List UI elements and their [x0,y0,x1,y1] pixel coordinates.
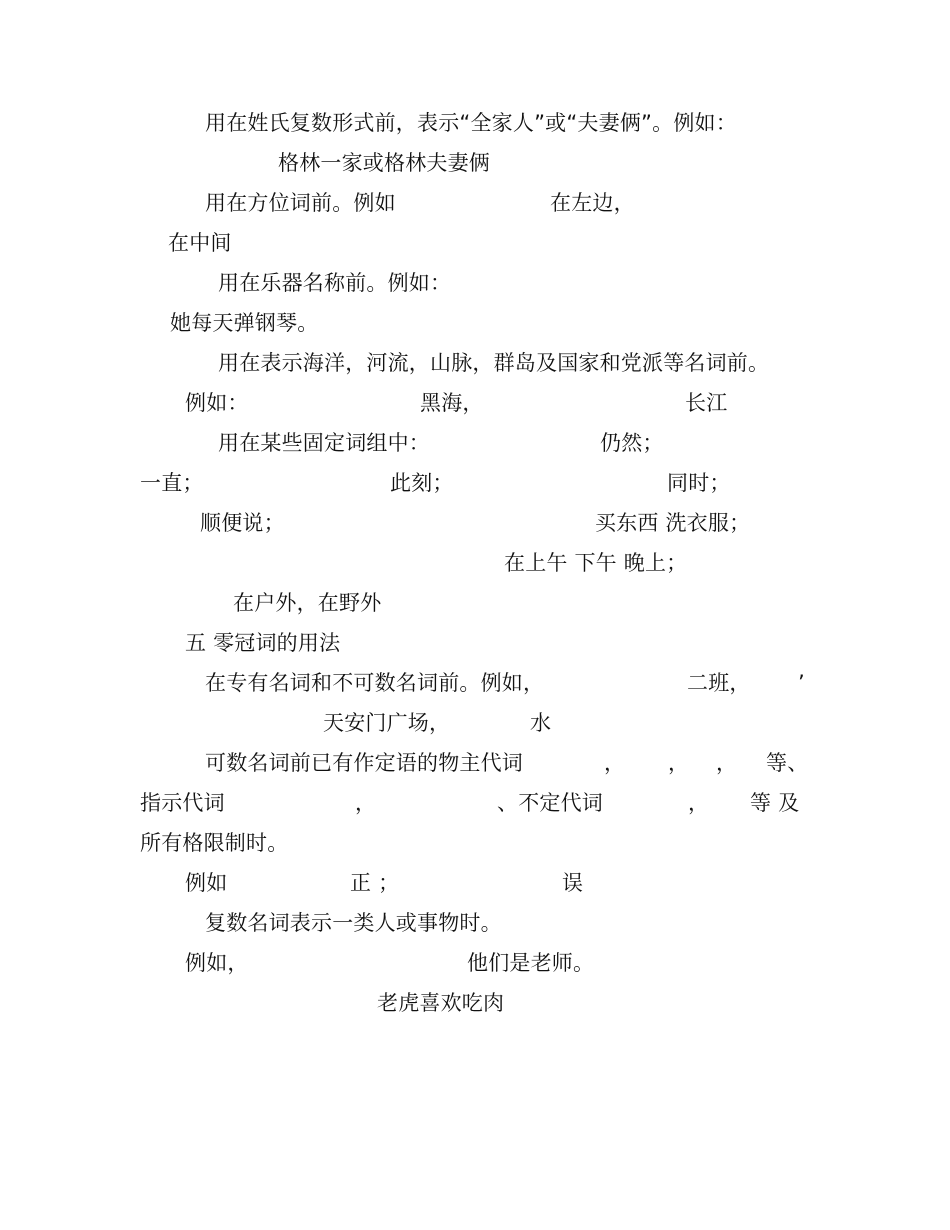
text-line-fixed-phrases: 用在某些固定词组中： [218,431,430,455]
text-line-surname-usage: 用在姓氏复数形式前，表示“全家人”或“夫妻俩”。例如： [205,111,737,135]
text-example-outdoors: 在户外，在野外 [233,591,382,615]
text-comma: ， [688,791,710,815]
text-line-example-greens: 格林一家或格林夫妻俩 [278,151,490,175]
text-example-always: 一直； [140,471,204,495]
text-line-direction-usage: 用在方位词前。例如 [205,191,396,215]
text-line-proper-nouns: 在专有名词和不可数名词前。例如， [205,671,545,695]
text-line-plural-class: 复数名词表示一类人或事物时。 [205,911,502,935]
text-example-middle: 在中间 [168,231,232,255]
text-example-times-of-day: 在上午 下午 晚上； [504,551,688,575]
text-example-shopping-washing: 买东西 洗衣服； [595,511,751,535]
text-example-label: 例如， [185,951,249,975]
text-demonstrative-pronouns: 指示代词 [140,791,225,815]
text-wrong-mark: 误 [562,871,584,895]
text-apostrophe: ’ [798,671,805,695]
text-example-same-time: 同时； [667,471,731,495]
text-example-piano: 她每天弹钢琴。 [170,311,319,335]
text-example-still: 仍然； [600,431,664,455]
text-example-water: 水 [530,711,552,735]
section-heading-zero-article: 五 零冠词的用法 [185,631,341,655]
text-example-tigers: 老虎喜欢吃肉 [377,991,505,1015]
text-line-geography-usage: 用在表示海洋，河流，山脉，群岛及国家和党派等名词前。 [218,351,770,375]
text-etc-and: 等 及 [750,791,800,815]
text-etc: 等、 [766,751,809,775]
text-example-label: 例如 [185,871,228,895]
text-comma: ， [604,751,626,775]
text-comma: ， [668,751,690,775]
text-line-instrument-usage: 用在乐器名称前。例如： [218,271,452,295]
text-example-teachers: 他们是老师。 [467,951,595,975]
text-example-this-moment: 此刻； [390,471,454,495]
text-example-left: 在左边， [550,191,635,215]
text-example-black-sea: 黑海， [420,391,484,415]
text-line-genitive-limit: 所有格限制时。 [140,831,289,855]
text-comma: ， [716,751,738,775]
text-indefinite-pronouns: 、不定代词 [497,791,603,815]
text-correct-mark: 正 ； [350,871,400,895]
text-line-possessive-pronouns: 可数名词前已有作定语的物主代词 [205,751,523,775]
text-example-by-the-way: 顺便说； [200,511,285,535]
text-comma: ， [355,791,377,815]
text-example-label: 例如： [185,391,249,415]
text-example-tiananmen: 天安门广场， [323,711,451,735]
text-example-yangtze: 长江 [685,391,728,415]
text-example-class-two: 二班， [687,671,751,695]
